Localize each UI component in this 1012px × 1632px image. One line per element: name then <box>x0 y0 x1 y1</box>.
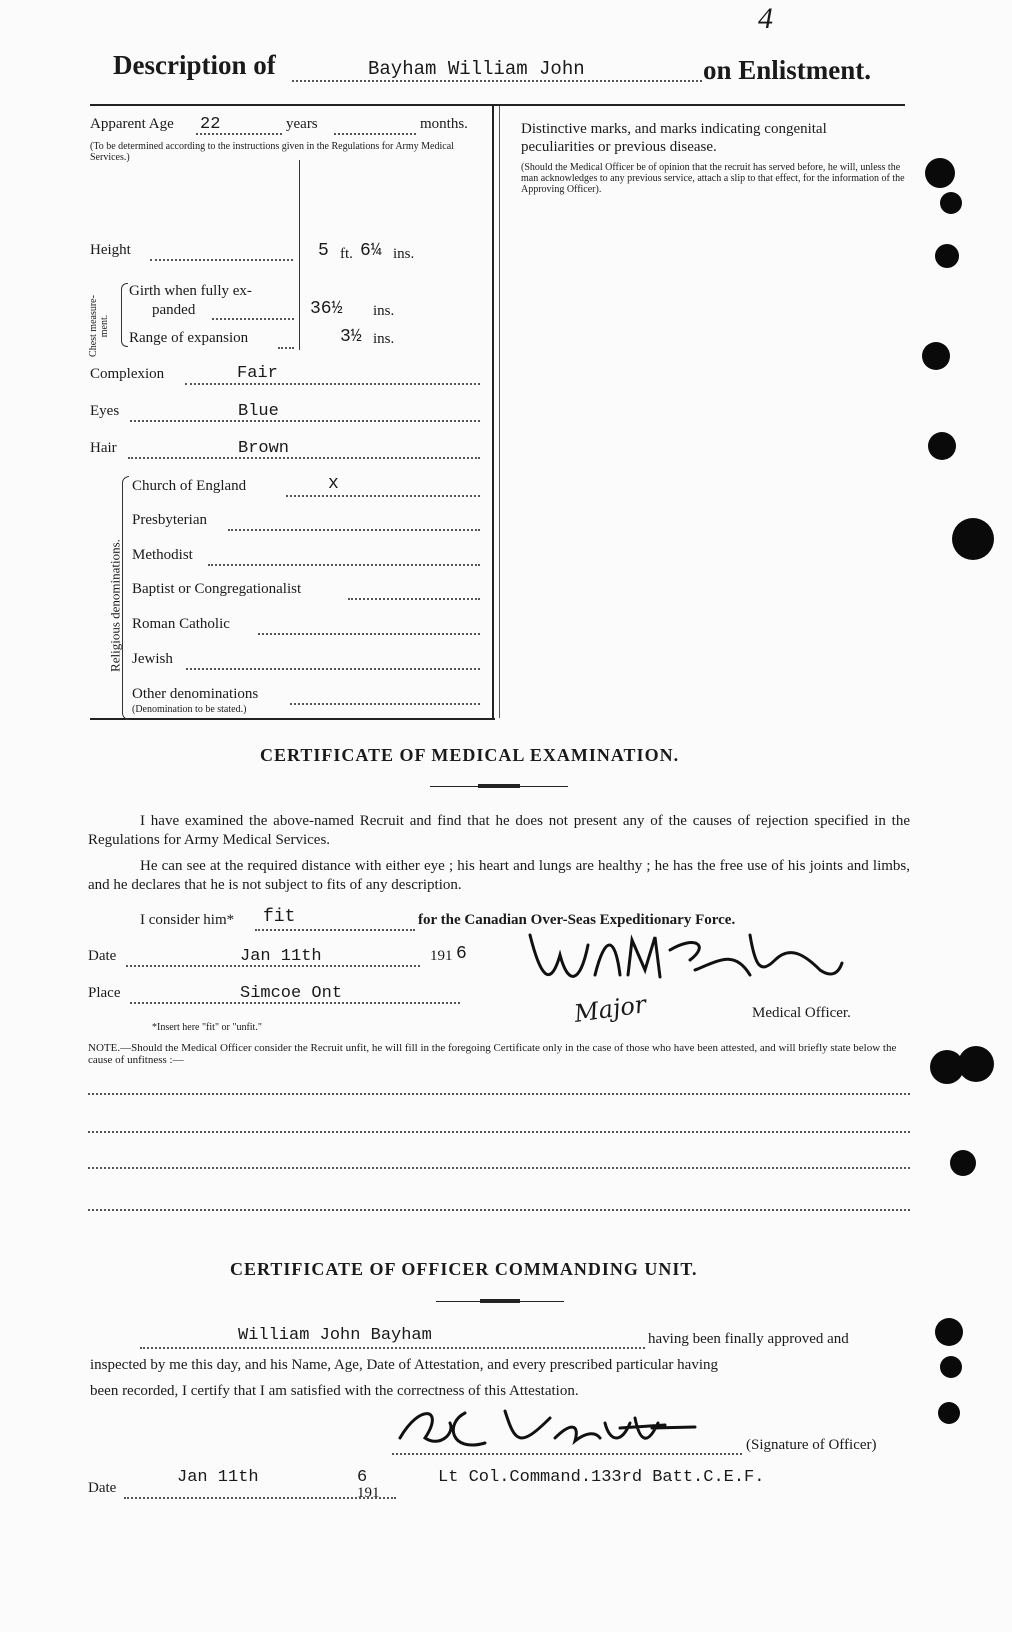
medical-title-rule <box>430 786 568 787</box>
height-in-label: ins. <box>393 246 415 262</box>
column-divider <box>492 106 494 718</box>
chest-range-label: Range of expansion <box>129 330 249 346</box>
medical-title: CERTIFICATE OF MEDICAL EXAMINATION. <box>260 745 680 765</box>
commanding-date-label: Date <box>88 1480 117 1496</box>
commanding-line-2: inspected by me this day, and his Name, Age, Date of Attestation, and every prescribed particular having <box>90 1357 719 1373</box>
marks-title-1: Distinctive marks, and marks indicating congenital <box>521 121 827 137</box>
height-ft-label: ft. <box>340 246 353 262</box>
religion-side-label: Religious denominations. <box>107 539 123 672</box>
age-years-label: years <box>286 116 318 132</box>
religion-other-note: (Denomination to be stated.) <box>132 704 247 715</box>
medical-note: NOTE.—Should the Medical Officer consider the Recruit unfit, he will fill in the foregoing Certificate only in the case of those who have been attested, and will briefly state below the cause of unfitness :— <box>88 1042 897 1066</box>
medical-officer-label: Medical Officer. <box>752 1005 851 1021</box>
chest-range-unit: ins. <box>373 331 395 347</box>
age-label: Apparent Age <box>90 116 174 132</box>
page-number: 4 <box>758 2 773 35</box>
chest-bracket <box>121 283 128 347</box>
commanding-line-1-suffix: having been finally approved and <box>648 1331 849 1347</box>
religion-label-3: Baptist or Congregationalist <box>132 581 302 597</box>
medical-date-value: Jan 11th <box>240 947 322 966</box>
section-bottom-rule <box>90 718 495 720</box>
medical-para-1: I have examined the above-named Recruit and find that he does not present any of the causes of rejection specified in the Regulations for Army Medical Services. <box>88 813 910 848</box>
medical-date-label: Date <box>88 948 117 964</box>
commanding-rank-value: Lt Col.Command.133rd Batt.C.E.F. <box>438 1468 765 1487</box>
medical-place-label: Place <box>88 985 121 1001</box>
commanding-signature-label: (Signature of Officer) <box>746 1437 877 1453</box>
top-rule <box>90 104 905 106</box>
marks-title-2: peculiarities or previous disease. <box>521 139 717 155</box>
chest-girth-label-1: Girth when fully ex- <box>129 283 252 299</box>
religion-label-0: Church of England <box>132 478 247 494</box>
eyes-label: Eyes <box>90 403 120 419</box>
eyes-value: Blue <box>238 402 279 421</box>
medical-place-value: Simcoe Ont <box>240 984 343 1003</box>
unfit-line-4 <box>88 1209 910 1211</box>
religion-mark-0: x <box>328 474 339 494</box>
age-note: (To be determined according to the instructions given in the Regulations for Army Medical Services.) <box>90 141 454 163</box>
chest-girth-unit: ins. <box>373 303 395 319</box>
height-in-value: 6¼ <box>360 241 382 261</box>
medical-year-printed: 191 <box>430 948 453 964</box>
commanding-name-value: William John Bayham <box>238 1326 432 1345</box>
chest-side-label: Chest measure-ment. <box>88 295 110 357</box>
hair-value: Brown <box>238 439 290 458</box>
binder-hole <box>958 1046 994 1082</box>
header-name: Bayham William John <box>368 58 585 80</box>
insert-note: *Insert here "fit" or "unfit." <box>152 1022 262 1033</box>
commanding-title: CERTIFICATE OF OFFICER COMMANDING UNIT. <box>230 1259 698 1279</box>
unfit-line-2 <box>88 1131 910 1133</box>
commanding-line-3: been recorded, I certify that I am satisfied with the correctness of this Attestation. <box>90 1383 579 1399</box>
unfit-line-1 <box>88 1093 910 1095</box>
consider-suffix: for the Canadian Over-Seas Expeditionary Force. <box>418 912 736 928</box>
binder-hole <box>928 432 956 460</box>
religion-bracket <box>122 476 129 720</box>
unfit-line-3 <box>88 1167 910 1169</box>
complexion-value: Fair <box>237 364 278 383</box>
religion-label-6: Other denominations <box>132 686 259 702</box>
height-label: Height <box>90 242 131 258</box>
header-suffix: on Enlistment. <box>703 55 872 85</box>
religion-label-5: Jewish <box>132 651 173 667</box>
medical-year-written: 6 <box>456 944 467 964</box>
medical-rank-written: Major <box>572 990 648 1028</box>
binder-hole <box>922 342 950 370</box>
religion-label-4: Roman Catholic <box>132 616 230 632</box>
column-divider-inner <box>499 106 500 718</box>
binder-hole <box>925 158 955 188</box>
religion-label-2: Methodist <box>132 547 193 563</box>
chest-range-value: 3½ <box>340 327 362 347</box>
hair-label: Hair <box>90 440 117 456</box>
consider-prefix: I consider him* <box>140 912 235 928</box>
height-ft-value: 5 <box>318 241 329 261</box>
consider-value: fit <box>263 907 296 927</box>
commanding-title-rule <box>436 1301 564 1302</box>
header-name-dotline <box>292 80 702 82</box>
measure-divider <box>299 160 300 350</box>
binder-hole <box>935 1318 963 1346</box>
commanding-year-printed: 191 <box>357 1485 380 1501</box>
binder-hole <box>938 1402 960 1424</box>
binder-hole <box>940 1356 962 1378</box>
age-years-value: 22 <box>200 115 221 134</box>
religion-label-1: Presbyterian <box>132 512 207 528</box>
chest-girth-value: 36½ <box>310 299 343 319</box>
binder-hole <box>952 518 994 560</box>
medical-officer-signature <box>520 915 850 1005</box>
binder-hole <box>950 1150 976 1176</box>
commanding-date-value: Jan 11th <box>177 1468 259 1487</box>
commanding-year-written: 6 <box>357 1468 368 1487</box>
header-prefix: Description of <box>113 50 276 80</box>
binder-hole <box>935 244 959 268</box>
chest-girth-label-2: panded <box>152 302 196 318</box>
binder-hole <box>940 192 962 214</box>
complexion-label: Complexion <box>90 366 165 382</box>
medical-para-2: He can see at the required distance with either eye ; his heart and lungs are healthy ; he has the free use of his joints and limbs, and he declares that he is not subject to fits of any description. <box>88 858 910 893</box>
age-months-label: months. <box>420 116 468 132</box>
marks-note: (Should the Medical Officer be of opinion that the recruit has served before, he will, unless the man acknowledges to any previous service, attach a slip to that effect, for the information of the Approving Officer). <box>521 162 905 195</box>
